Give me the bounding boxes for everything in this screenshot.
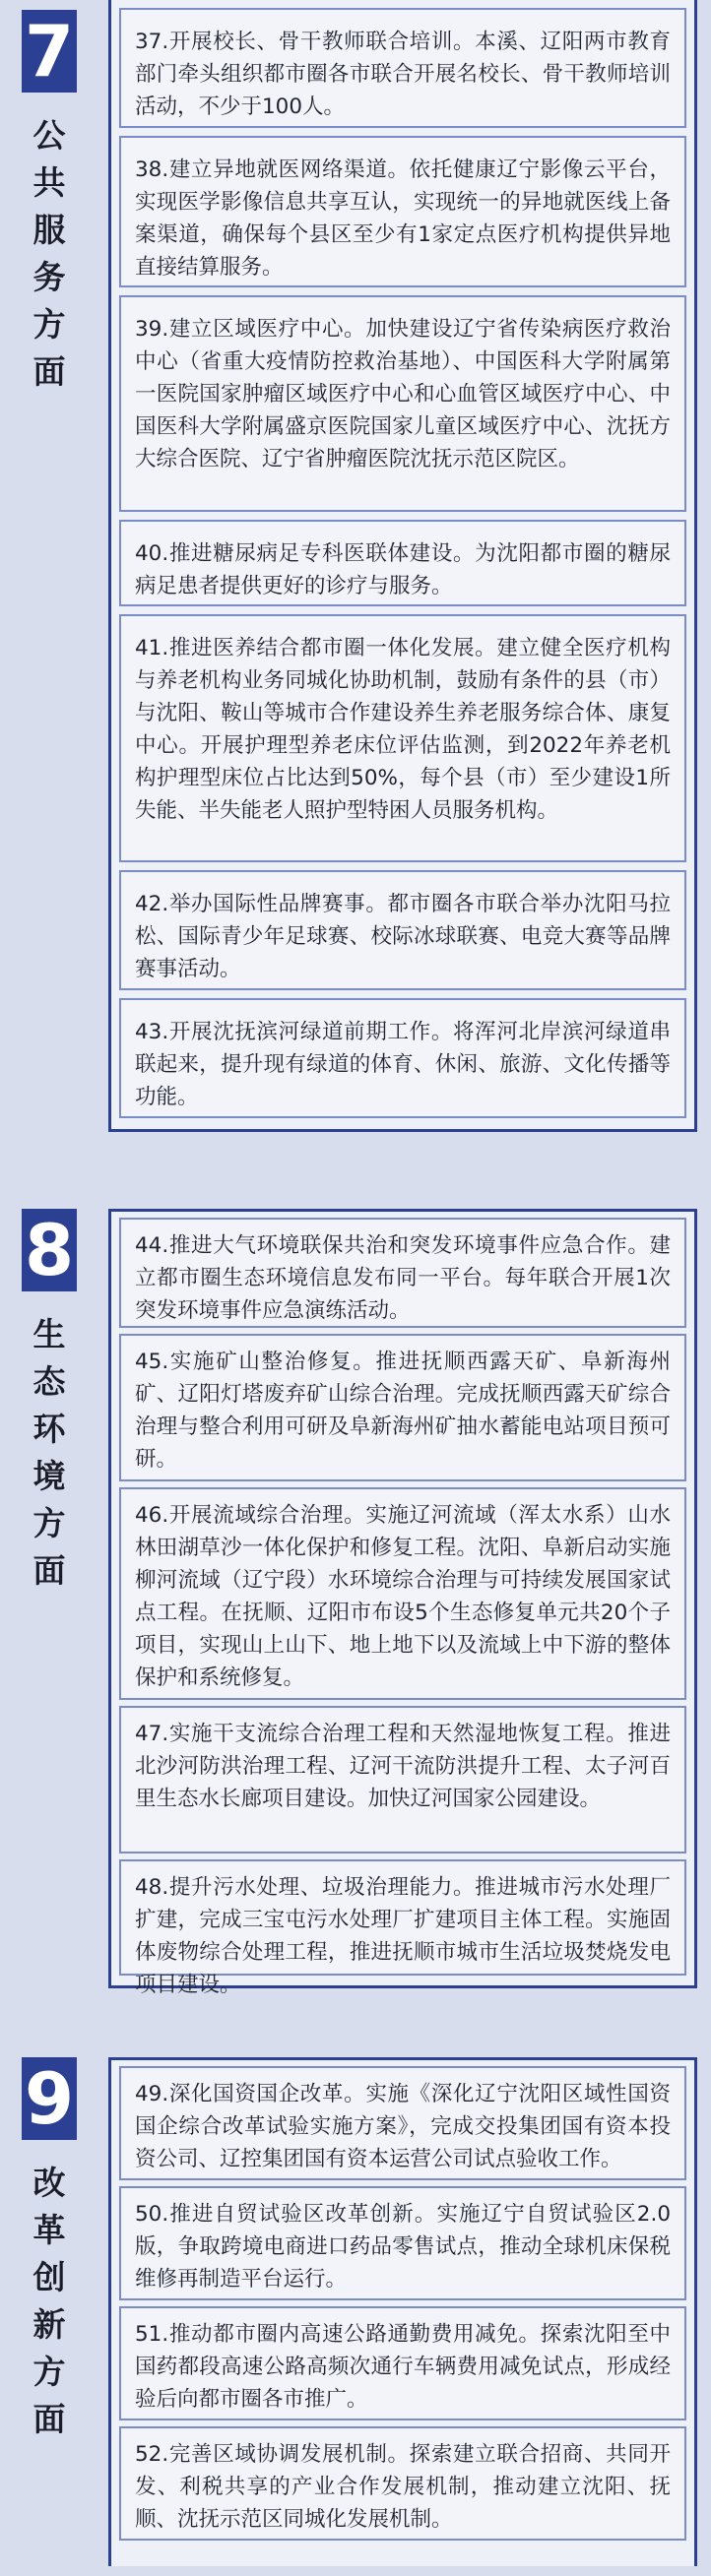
title-char: 方 [32, 305, 66, 344]
title-char: 公 [32, 116, 66, 155]
list-item: 48.提升污水处理、垃圾治理能力。推进城市污水处理厂扩建，完成三宝屯污水处理厂扩建项目主体工程。实施固体废物综合处理工程，推进抚顺市城市生活垃圾焚烧发电项目建设。 [119, 1859, 686, 1976]
section-number-badge: 8 [22, 1209, 77, 1291]
list-item: 46.开展流域综合治理。实施辽河流域（浑太水系）山水林田湖草沙一体化保护和修复工程。沈阳、阜新启动实施柳河流域（辽宁段）水环境综合治理与可持续发展国家试点工程。在抚顺、辽阳市布设5个生态修复单元共20个子项目，实现山上山下、地上地下以及流域上中下游的整体保护和系统修复。 [119, 1487, 686, 1700]
section-items [108, 0, 697, 1132]
title-char: 新 [32, 2305, 66, 2344]
title-char: 方 [32, 2353, 66, 2391]
title-char: 改 [32, 2164, 66, 2202]
title-char: 服 [32, 211, 66, 249]
list-item: 52.完善区域协调发展机制。探索建立联合招商、共同开发、利税共享的产业合作发展机制，推动建立沈阳、抚顺、沈抚示范区同城化发展机制。 [119, 2426, 686, 2541]
section-public-services [0, 0, 711, 1142]
title-char: 生 [32, 1315, 66, 1353]
list-item: 43.开展沈抚滨河绿道前期工作。将浑河北岸滨河绿道串联起来，提升现有绿道的体育、休闲、旅游、文化传播等功能。 [119, 998, 686, 1118]
list-item: 41.推进医养结合都市圈一体化发展。建立健全医疗机构与养老机构业务同城化协助机制，鼓励有条件的县（市）与沈阳、鞍山等城市合作建设养生养老服务综合体、康复中心。开展护理型养老床位评估监测，到2022年养老机构护理型床位占比达到50%，每个县（市）至少建设1所失能、半失能老人照护型特困人员服务机构。 [119, 614, 686, 862]
title-char: 面 [32, 2400, 66, 2438]
title-char: 务 [32, 258, 66, 296]
section-reform-innovation [0, 2057, 711, 2569]
section-number-badge: 9 [22, 2057, 77, 2140]
title-char: 面 [32, 352, 66, 391]
list-item: 49.深化国资国企改革。实施《深化辽宁沈阳区域性国资国企综合改革试验实施方案》，完成交投集团国有资本投资公司、辽控集团国有资本运营公司试点验收工作。 [119, 2066, 686, 2180]
section-number-badge: 7 [22, 10, 77, 93]
list-item: 44.推进大气环境联保共治和突发环境事件应急合作。建立都市圈生态环境信息发布同一平台。每年联合开展1次突发环境事件应急演练活动。 [119, 1218, 686, 1328]
list-item: 39.建立区域医疗中心。加快建设辽宁省传染病医疗救治中心（省重大疫情防控救治基地）、中国医科大学附属第一医院国家肿瘤区域医疗中心和心血管区域医疗中心、中国医科大学附属盛京医院国家儿童区域医疗中心、沈抚方大综合医院、辽宁省肿瘤医院沈抚示范区院区。 [119, 295, 686, 512]
section-ecology [0, 1209, 711, 1996]
title-char: 境 [32, 1457, 66, 1495]
title-char: 创 [32, 2258, 66, 2296]
title-char: 面 [32, 1551, 66, 1590]
list-item: 47.实施干支流综合治理工程和天然湿地恢复工程。推进北沙河防洪治理工程、辽河干流防洪提升工程、太子河百里生态水长廊项目建设。加快辽河国家公园建设。 [119, 1706, 686, 1853]
title-char: 共 [32, 163, 66, 202]
list-item: 42.举办国际性品牌赛事。都市圈各市联合举办沈阳马拉松、国际青少年足球赛、校际冰球联赛、电竞大赛等品牌赛事活动。 [119, 870, 686, 990]
list-item: 50.推进自贸试验区改革创新。实施辽宁自贸试验区2.0版，争取跨境电商进口药品零售试点，推动全球机床保税维修再制造平台运行。 [119, 2186, 686, 2300]
list-item: 38.建立异地就医网络渠道。依托健康辽宁影像云平台，实现医学影像信息共享互认，实现统一的异地就医线上备案渠道，确保每个县区至少有1家定点医疗机构提供异地直接结算服务。 [119, 136, 686, 287]
list-item: 45.实施矿山整治修复。推进抚顺西露天矿、阜新海州矿、辽阳灯塔废弃矿山综合治理。完成抚顺西露天矿综合治理与整合利用可研及阜新海州矿抽水蓄能电站项目预可研。 [119, 1334, 686, 1481]
section-sidebar [0, 1209, 98, 1595]
section-title-vertical [33, 2160, 66, 2443]
list-item: 51.推动都市圈内高速公路通勤费用减免。探索沈阳至中国药都段高速公路高频次通行车辆费用减免试点，形成经验后向都市圈各市推广。 [119, 2306, 686, 2420]
title-char: 环 [32, 1410, 66, 1448]
section-title-vertical [33, 112, 66, 396]
title-char: 态 [32, 1362, 66, 1401]
title-char: 革 [32, 2211, 66, 2249]
section-sidebar [0, 2057, 98, 2443]
section-sidebar [0, 10, 98, 396]
list-item: 37.开展校长、骨干教师联合培训。本溪、辽阳两市教育部门牵头组织都市圈各市联合开展名校长、骨干教师培训活动，不少于100人。 [119, 8, 686, 128]
title-char: 方 [32, 1504, 66, 1542]
section-items [108, 2057, 697, 2566]
section-items [108, 1209, 697, 1997]
section-title-vertical [33, 1311, 66, 1595]
list-item: 40.推进糖尿病足专科医联体建设。为沈阳都市圈的糖尿病足患者提供更好的诊疗与服务。 [119, 520, 686, 606]
